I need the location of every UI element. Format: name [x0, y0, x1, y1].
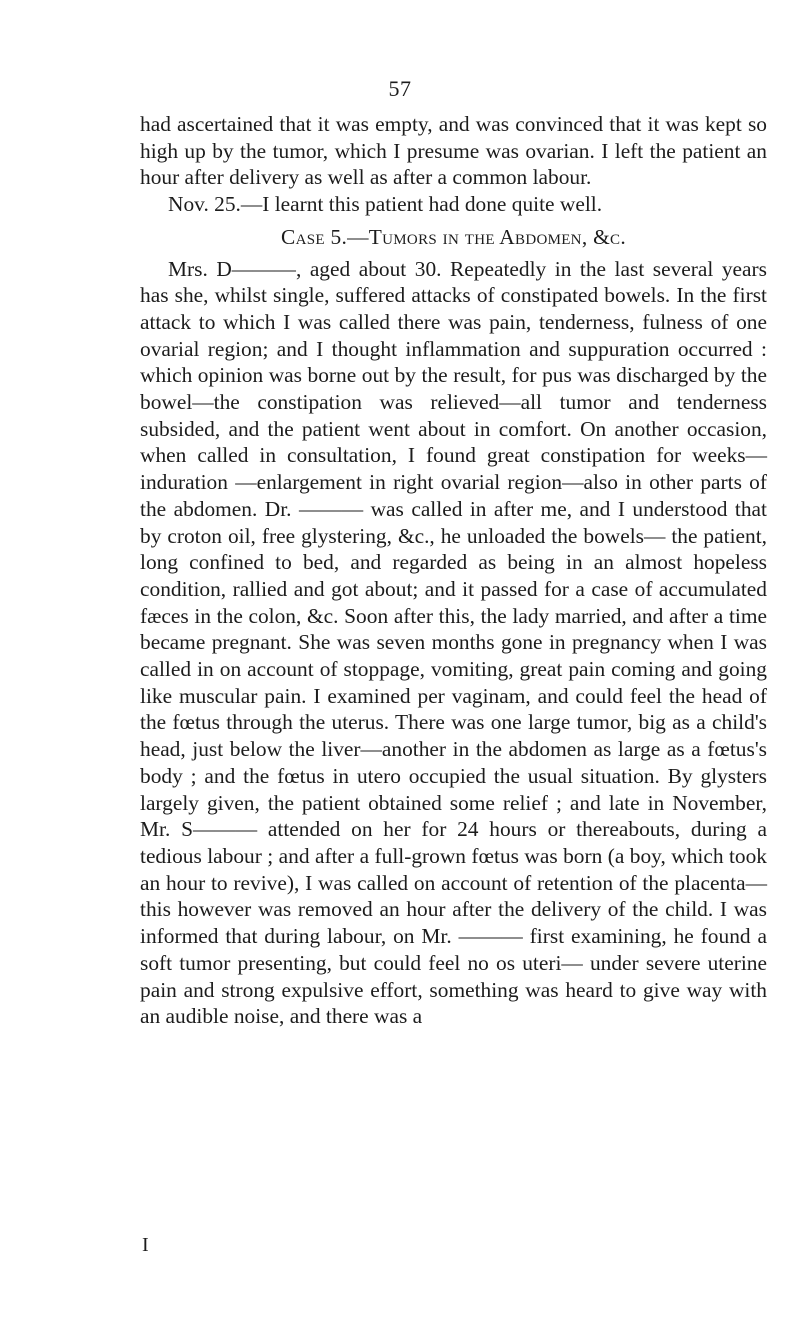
paragraph-continuation: had ascertained that it was empty, and was convinced that it was kept so high up by the tumor, which I presume was ovarian. I left the patient an hour after delivery as well as after a common labour.	[140, 112, 767, 190]
paragraph-nov-25: Nov. 25.—I learnt this patient had done quite well.	[168, 192, 603, 217]
case-heading	[140, 224, 767, 251]
paragraph-case-5: Mrs. D———, aged about 30. Repeatedly in the last several years has she, whilst single, suffered attacks of constipated bowels. In the first attack to which I was called there was pain, tenderness, fulness of one ovarial region; and I thought inflammation and suppuration occurred : which opinion was borne out by the result, for pus was discharged by the bowel—the constipation was relieved—all tumor and tenderness subsided, and the patient went about in comfort. On another occasion, when called in consultation, I found great constipation for weeks—induration —enlargement in right ovarial region—also in other parts of the abdomen. Dr. ——— was called in after me, and I understood that by croton oil, free glystering, &c., he unloaded the bowels— the patient, long confined to bed, and regarded as being in an almost hopeless condition, rallied and got about; and it passed for a case of accumulated fæces in the colon, &c. Soon after this, the lady married, and after a time became pregnant. She was seven months gone in pregnancy when I was called in on account of stoppage, vomiting, great pain coming and going like muscular pain. I examined per vaginam, and could feel the head of the fœtus through the uterus. There was one large tumor, big as a child's head, just below the liver—another in the abdomen as large as a fœtus's body ; and the fœtus in utero occupied the usual situation. By glysters largely given, the patient obtained some relief ; and late in November, Mr. S——— attended on her for 24 hours or thereabouts, during a tedious labour ; and after a full-grown fœtus was born (a boy, which took an hour to revive), I was called on account of retention of the placenta—this however was removed an hour after the delivery of the child. I was informed that during labour, on Mr. ——— first examining, he found a soft tumor presenting, but could feel no os uteri— under severe uterine pain and strong expulsive effort, something was heard to give way with an audible noise, and there was a	[140, 256, 767, 1029]
page-body	[140, 111, 767, 1030]
signature-mark: I	[142, 1234, 149, 1256]
page-number: 57	[388, 76, 412, 101]
case-title: —Tumors in the Abdomen, &c.	[347, 224, 626, 249]
case-number: Case 5.	[281, 224, 348, 249]
